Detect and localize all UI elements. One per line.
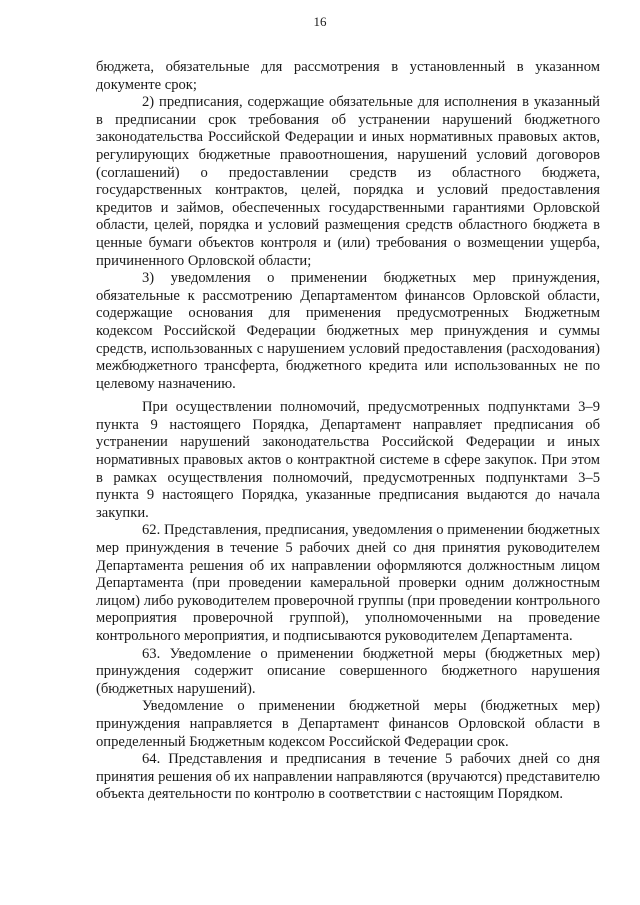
paragraph-item-3: 3) уведомления о применении бюджетных мер принуждения, обязательные к рассмотрению Департаментом финансов Орловской области, содержащие основания для применения предусмотренных Бюджетным кодексом Российской Федерации бюджетных мер принуждения и суммы средств, использованных с нарушением условий предоставления (расходования) межбюджетного трансферта, бюджетного кредита или использованных не по целевому назначению.: [96, 270, 600, 392]
paragraph-63: 63. Уведомление о применении бюджетной меры (бюджетных мер) принуждения содержит описание совершенного бюджетного нарушения (бюджетных нарушений).: [96, 645, 600, 697]
paragraph-notice-sent: Уведомление о применении бюджетной меры (бюджетных мер) принуждения направляется в Департамент финансов Орловской области в определенный Бюджетным кодексом Российской Федерации срок.: [96, 698, 600, 750]
paragraph-64: 64. Представления и предписания в течение 5 рабочих дней со дня принятия решения об их направлении направляются (вручаются) представителю объекта деятельности по контролю в соответствии с настоящим Порядком.: [96, 751, 600, 803]
paragraph-continuation: бюджета, обязательные для рассмотрения в установленный в указанном документе срок;: [96, 59, 600, 93]
page-number: 16: [313, 14, 327, 29]
paragraph-item-2: 2) предписания, содержащие обязательные для исполнения в указанный в предписании срок требования об устранении нарушений бюджетного законодательства Российской Федерации и иных нормативных правовых актов, регулирующих бюджетные правоотношения, нарушений условий договоров (соглашений) о предоставлении средств из областного бюджета, государственных контрактов, целей, порядка и условий предоставления кредитов и займов, обеспеченных государственными гарантиями Орловской области, целей, порядка и условий размещения средств областного бюджета в ценные бумаги объектов контроля и (или) требования о возмещении ущерба, причиненного Орловской области;: [96, 94, 600, 269]
document-body: [96, 59, 600, 804]
paragraph-62: 62. Представления, предписания, уведомления о применении бюджетных мер принуждения в течение 5 рабочих дней со дня принятия руководителем Департамента решения об их направлении оформляются должностным лицом Департамента (при проведении камеральной проверки одним должностным лицом) либо руководителем проверочной группы (при проведении контрольного мероприятия проверочной группой), уполномоченными на проведение контрольного мероприятия, и подписываются руководителем Департамента.: [96, 522, 600, 644]
paragraph-powers: При осуществлении полномочий, предусмотренных подпунктами 3–9 пункта 9 настоящего Порядка, Департамент направляет предписания об устранении нарушений законодательства Российской Федерации и иных нормативных правовых актов о контрактной системе в сфере закупок. При этом в рамках осуществления полномочий, предусмотренных подпунктами 3–5 пункта 9 настоящего Порядка, указанные предписания выдаются до начала закупки.: [96, 399, 600, 521]
